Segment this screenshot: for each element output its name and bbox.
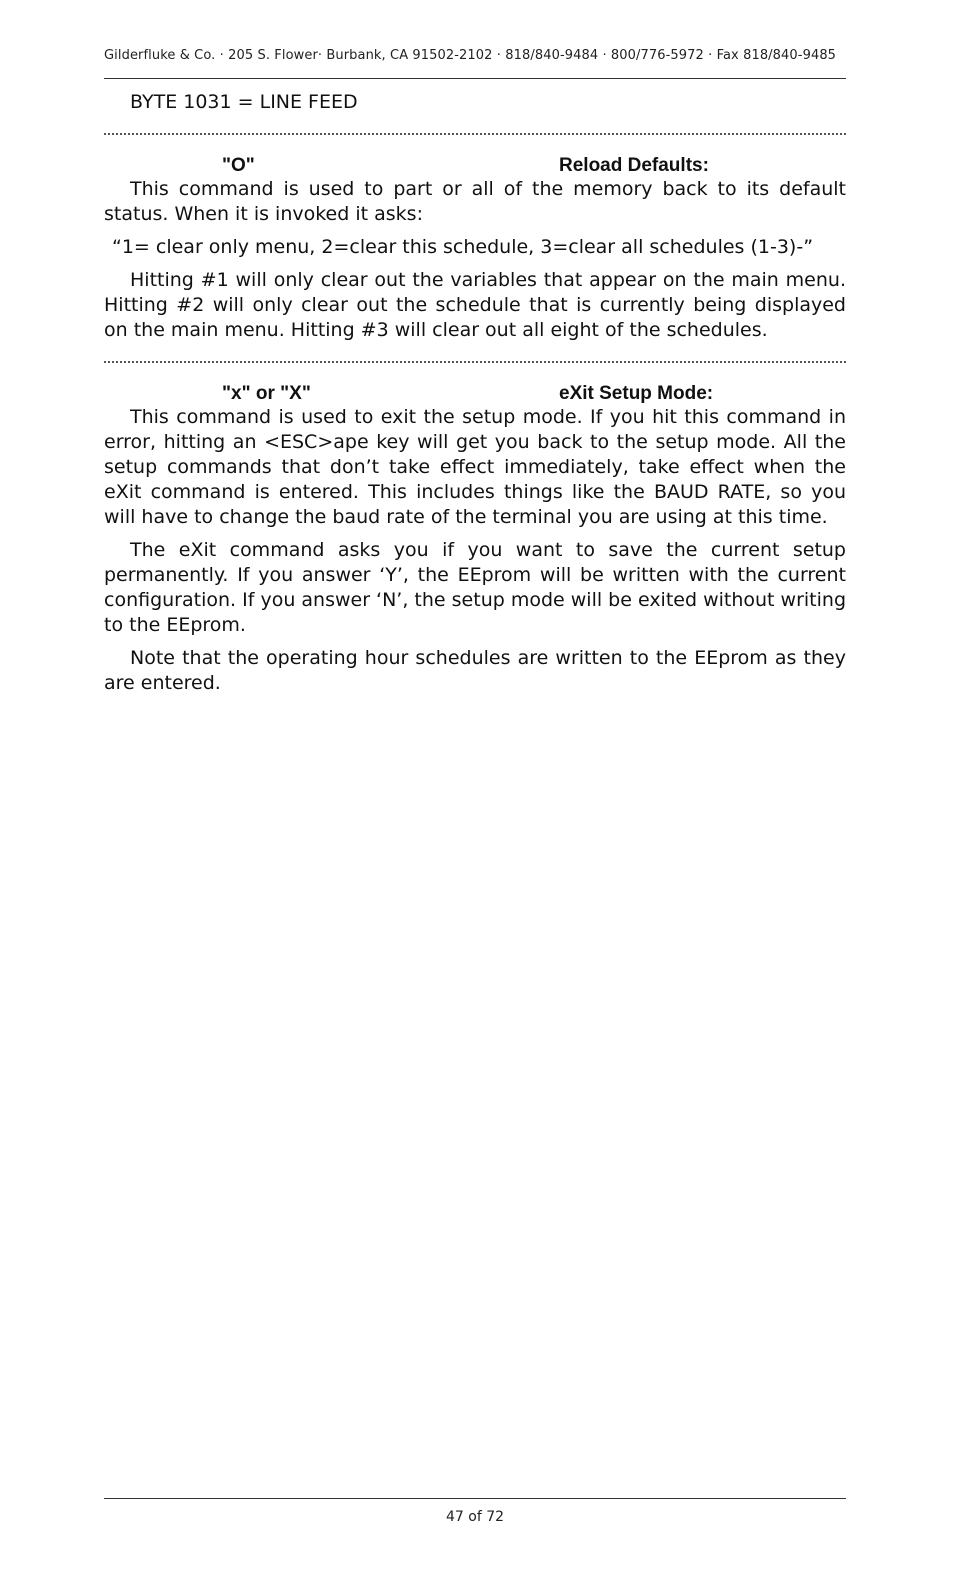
- paragraph: Hitting #1 will only clear out the variables that appear on the main menu. Hitting #2 will only clear out the schedule that is currently being displayed on the main menu. Hitting #3 will clear out all eight of the schedules.: [104, 269, 846, 341]
- page-header: Gilderfluke & Co. · 205 S. Flower· Burbank, CA 91502-2102 · 818/840-9484 · 800/776-5972 · Fax 818/840-9485: [104, 48, 837, 63]
- command-title: Reload Defaults:: [559, 155, 709, 176]
- dotted-separator: [104, 133, 846, 135]
- command-heading-reload: [104, 153, 846, 177]
- page-number: 47 of 72: [445, 1509, 505, 1525]
- header-rule: [104, 78, 846, 79]
- prompt-quote: “1= clear only menu, 2=clear this schedule, 3=clear all schedules (1-3)-”: [112, 236, 814, 258]
- command-heading-exit: [104, 381, 846, 405]
- paragraph: Note that the operating hour schedules are written to the EEprom as they are entered.: [104, 647, 846, 694]
- paragraph: This command is used to exit the setup mode. If you hit this command in error, hitting an <ESC>ape key will get you back to the setup mode. All the setup commands that don’t take effect immediately, take effect when the eXit command is entered. This includes things like the BAUD RATE, so you will have to change the baud rate of the terminal you are using at this time.: [104, 406, 846, 528]
- command-key: "x" or "X": [222, 383, 311, 404]
- command-title: eXit Setup Mode:: [559, 383, 714, 404]
- footer-rule: [104, 1498, 846, 1499]
- dotted-separator: [104, 361, 846, 363]
- byte-line: BYTE 1031 = LINE FEED: [130, 91, 358, 113]
- paragraph: This command is used to part or all of the memory back to its default status. When it is invoked it asks:: [104, 178, 846, 225]
- page-content: [104, 90, 846, 704]
- paragraph: The eXit command asks you if you want to save the current setup permanently. If you answer ‘Y’, the EEprom will be written with the current configuration. If you answer ‘N’, the setup mode will be exited without writing to the EEprom.: [104, 539, 847, 636]
- command-key: "O": [222, 155, 255, 176]
